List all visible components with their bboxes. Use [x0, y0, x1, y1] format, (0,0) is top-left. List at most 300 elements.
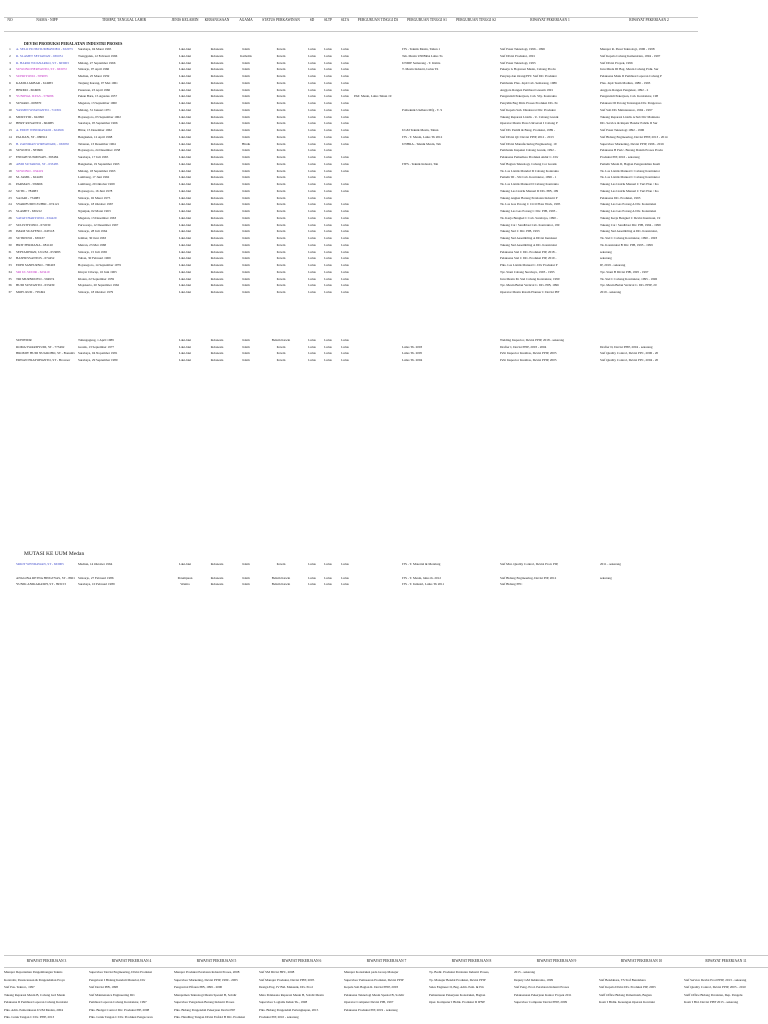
cell-nama: M. JAMIL - 624439	[16, 175, 43, 180]
cell-s2	[452, 53, 500, 59]
cell-s1	[402, 195, 452, 201]
cell-rp1: Tukang Stel C Div. PIB, 1993	[500, 229, 540, 234]
cell-s1	[402, 228, 452, 234]
cell-s2	[452, 73, 500, 79]
cell-slta: Lulus	[341, 87, 349, 92]
cell-agama: Islam	[242, 229, 250, 234]
cell-s2	[452, 181, 500, 187]
cell-sltp: Lulus	[324, 344, 332, 349]
cell-jk: Laki-laki	[178, 121, 192, 126]
cell-rp2: Tpr. Mesin Bubut Vertical C. Div. PPIP, 20	[600, 283, 657, 288]
cell-ttl: Ngunjuk, 02 Maret 1963	[78, 209, 111, 213]
cell-no: 29	[8, 236, 12, 240]
cell-s1	[402, 147, 452, 153]
cell-sd: Lulus	[308, 236, 316, 240]
cell-rp2: Tukang Las Gas Potong A Div. Konstruksi	[600, 209, 657, 213]
cell-s2	[452, 581, 500, 587]
cell-sd: Lulus	[308, 114, 316, 119]
cell-sd: Lulus	[308, 263, 316, 267]
table-row	[4, 154, 698, 160]
footer-row	[4, 999, 768, 1005]
cell-no	[4, 575, 16, 581]
cell-ttl: Surabaya, 29 September 1980	[78, 357, 118, 362]
cell-agama: Islam	[242, 215, 250, 220]
cell-s1	[402, 337, 452, 343]
cell-bangsa: Indonesia	[210, 351, 224, 355]
cell-rp1: Penyidik Bag Diris Proses Produksi Div. Pe	[500, 101, 558, 105]
cell-rp1: Staf Divisi Produksi, 1991	[500, 53, 535, 58]
cell-ttl: Tabanan, 13 Desember 1964	[78, 141, 116, 146]
cell-jk: Laki-laki	[178, 195, 192, 200]
cell-status: Kawin	[276, 357, 286, 362]
cell-agama: Islam	[242, 148, 250, 153]
cell-no: 32	[8, 256, 12, 261]
cell-bangsa: Indonesia	[210, 263, 224, 267]
cell-agama: Hindu	[241, 141, 251, 146]
cell-jk: Laki-laki	[178, 338, 192, 342]
table-row	[4, 114, 698, 120]
cell-sltp: Lulus	[324, 229, 332, 234]
cell-no: 1	[9, 47, 11, 51]
footer-cell: 2015 - sekarang	[514, 970, 536, 974]
cell-nama: SATATI HARYONO - 634429	[16, 215, 57, 220]
cell-rp2: Staf Sub Div Maintenance, 1994 - 1997	[600, 107, 653, 112]
cell-d3	[354, 561, 402, 567]
cell-d3	[354, 208, 402, 214]
cell-sd: Lulus	[308, 229, 316, 234]
footer-cell: Supervisor Computer Devisi PPIP, 2009	[514, 1000, 568, 1004]
cell-sd: Lulus	[308, 101, 316, 105]
cell-status: Kawin	[276, 236, 286, 240]
cell-d3	[354, 242, 402, 248]
footer-cell: Staf Bendahara, TS Staf Bendahara	[599, 977, 646, 982]
cell-no	[4, 357, 16, 363]
cell-ttl: Surabaya, 05 September 1966	[78, 121, 118, 126]
cell-sltp: Lulus	[324, 175, 332, 180]
cell-slta: Lulus	[341, 283, 349, 288]
cell-slta: Lulus	[341, 53, 349, 58]
cell-s2	[452, 350, 500, 356]
cell-status: Kawin	[276, 215, 286, 220]
cell-sd: Lulus	[308, 53, 316, 58]
cell-status: Kawin	[276, 283, 286, 288]
cell-jk: Laki-laki	[178, 182, 192, 186]
cell-bangsa: Indonesia	[210, 357, 224, 362]
cell-s1	[402, 262, 452, 268]
footer-cell: Plks. Bidang Pengendali Pekerjaan Devisi PIP	[174, 1007, 236, 1012]
cell-jk: Laki-laki	[178, 87, 192, 92]
cell-jk: Laki-laki	[178, 67, 192, 72]
cell-jk: Laki-laki	[178, 351, 192, 355]
cell-slta	[336, 195, 354, 201]
cell-s1	[402, 568, 452, 574]
cell-no: 37	[8, 290, 12, 294]
col-header-rp2: RIWAYAT PEKERJAAN 2	[629, 18, 669, 22]
cell-ttl: Magetan, 13 Desember 1963	[78, 215, 117, 220]
cell-nama: ROMA SWARDYUDI, ST - 773492	[16, 344, 65, 349]
cell-rp1: Pengendali Pekerjaan, Cab. Sby. Kontrakto	[500, 94, 558, 99]
footer-cell: Supervisor Logistik Induk Tk., 1998	[259, 1000, 308, 1004]
cell-sltp: Lulus	[324, 209, 332, 213]
cell-bangsa: Indonesia	[210, 202, 224, 207]
col-header-nama: NAMA - NIPP	[36, 18, 58, 22]
cell-bangsa: Indonesia	[210, 47, 224, 51]
cell-s1	[402, 249, 452, 255]
cell-status: Kawin	[276, 229, 286, 234]
cell-rp2: Produksi PIP, 2016 - sekarang	[600, 155, 640, 159]
cell-rp1: Tk. Las Gas Potong C Civil Plate Work, 1995	[500, 202, 561, 207]
cell-sd: Lulus	[308, 290, 316, 294]
cell-bangsa: Indonesia	[210, 121, 224, 126]
cell-sd: Lulus	[308, 283, 316, 288]
cell-agama: Islam	[242, 74, 250, 78]
cell-s2	[452, 174, 500, 180]
cell-agama: Islam	[242, 357, 250, 362]
cell-rp2: Anggota Rangen Pengukur, 1992 - 2	[600, 87, 649, 92]
cell-rp1	[500, 568, 600, 574]
cell-bangsa: Indonesia	[210, 141, 224, 146]
cell-nama: YASMIN WIJANANTO - 710301	[16, 107, 62, 112]
cell-jk: Laki-laki	[178, 269, 192, 274]
cell-status: Kawin	[276, 53, 286, 58]
cell-no: 20	[8, 175, 12, 180]
cell-status: Kawin	[276, 60, 286, 65]
cell-ttl: Bojonegoro, 24 Desember 1958	[78, 148, 121, 153]
cell-rp1: Pelaksana Pemeriksa Produksi Akhir C. Div	[500, 155, 559, 159]
cell-rp2: Plus. Jepit Team Madiun, 1986 - 1993	[600, 80, 651, 85]
cell-agama: Islam	[242, 562, 250, 566]
cell-no: 2	[9, 53, 11, 58]
cell-rp2: Tk. Stel C Cabang Kontraktor, 1990 - 1993	[600, 236, 658, 240]
cell-rp1: Tukang Reparasi Listrik - U. Cabang Gresik	[500, 114, 559, 119]
cell-nama: SULISTIYONO - 674530	[16, 222, 51, 227]
cell-no: 3	[9, 60, 11, 65]
cell-s1	[402, 174, 452, 180]
cell-ttl: Malang, 18 September 1963	[78, 168, 116, 173]
col-header-sd: SD	[309, 18, 315, 22]
footer-cell	[684, 1014, 768, 1020]
cell-status: Belum Kawin	[271, 338, 291, 342]
cell-d3	[354, 114, 402, 120]
cell-no: 6	[9, 80, 11, 85]
cell-bangsa: Indonesia	[210, 195, 224, 200]
cell-no: 23	[8, 195, 12, 200]
cell-slta: Lulus	[341, 74, 349, 78]
cell-sd: Lulus	[308, 269, 316, 274]
footer-cell: Manajer Departemen Pengembangan Teknis	[4, 970, 63, 974]
cell-slta: Lulus	[341, 582, 349, 587]
cell-bangsa: Indonesia	[210, 290, 224, 294]
cell-s2	[452, 255, 500, 261]
cell-nama: EDHI SANPURNO - 790403	[16, 263, 56, 267]
cell-sd: Lulus	[308, 582, 316, 587]
cell-s2	[452, 575, 500, 581]
table-row	[4, 60, 698, 66]
footer-cell: Plks. Budget Control Div. Produksi PIP, 2008	[89, 1007, 150, 1012]
cell-ttl: Blitar, 15 Desember 1962	[78, 128, 112, 132]
cell-rp2: 2019 - sekarang	[600, 290, 622, 294]
table-row	[4, 168, 698, 174]
table-row	[4, 581, 698, 587]
cell-status: Belum Kawin	[271, 575, 291, 580]
cell-status: Kawin	[276, 87, 286, 92]
cell-s2	[452, 195, 500, 201]
cell-rp2: Staf Divisi Proyek, 1996	[600, 60, 633, 65]
cell-no: 11	[8, 114, 12, 119]
cell-agama: Islam	[242, 161, 250, 166]
cell-s2	[452, 188, 500, 194]
table-row	[4, 195, 698, 201]
cell-no: 26	[8, 215, 12, 220]
cell-s2	[452, 235, 500, 241]
cell-rp1: Welding Inspector, Devisi PPIP, 2018 - sekarang	[500, 338, 565, 342]
cell-ttl: Sidoarjo, 02 Maret 1975	[78, 195, 111, 200]
table-row	[4, 120, 698, 126]
cell-sd: Lulus	[308, 344, 316, 349]
table-row	[4, 87, 698, 93]
cell-slta: Lulus	[341, 256, 349, 261]
table-row	[4, 73, 698, 79]
cell-d3	[354, 154, 402, 160]
cell-jk: Laki-laki	[178, 229, 192, 234]
cell-s2	[452, 107, 500, 113]
cell-s1	[402, 120, 452, 126]
cell-s1	[402, 289, 452, 295]
cell-ttl: Klaten, 22 September 1959	[78, 276, 115, 281]
cell-d3	[354, 141, 402, 147]
cell-sd: Lulus	[308, 67, 316, 72]
cell-slta: Lulus	[341, 249, 349, 254]
cell-agama: Islam	[242, 338, 250, 342]
cell-rp1: Tukang Las Listrik Manual D Div. PIB, 199	[500, 188, 559, 193]
table-row	[4, 134, 698, 140]
cell-s2	[452, 87, 500, 93]
cell-slta: Lulus	[341, 60, 349, 65]
cell-d3	[354, 344, 402, 350]
cell-sd: Lulus	[308, 87, 316, 92]
cell-no: 33	[8, 263, 12, 267]
cell-ttl: Sidoarjo, 28 Juli 1964	[78, 229, 108, 234]
footer-cell: Staf Pus. Teknol., 1997	[4, 985, 35, 989]
cell-rp2: Tukang Reparasi Listrik A Sub Div Maintena	[600, 114, 660, 119]
cell-sltp: Lulus	[324, 195, 332, 200]
cell-sd: Lulus	[308, 134, 316, 139]
footer-row	[4, 984, 768, 990]
cell-ttl: Tulungagung, 1 April 1989	[78, 338, 114, 342]
cell-slta: Lulus	[341, 155, 349, 159]
cell-d3	[354, 161, 402, 167]
cell-rp2: IP, 2019 - sekarang	[600, 263, 626, 267]
cell-no: 36	[8, 283, 12, 288]
cell-nama: SUWOTO - 583666	[16, 148, 43, 153]
cell-sd: Lulus	[308, 80, 316, 85]
footer-cell: Kepala Sub Bagian R. Devisi PPIP, 2003	[344, 985, 399, 989]
footer-row	[4, 992, 768, 998]
footer-cell: Sales Engineer II, Bag. Adm. Pem. & Pm	[429, 985, 484, 989]
cell-d3	[354, 289, 402, 295]
cell-agama: Katholik	[240, 53, 252, 58]
cell-rp2: Manajer R. Pusat Teknologi, 1996 - 1998	[600, 47, 655, 51]
cell-d3	[354, 87, 402, 93]
cell-status: Kawin	[276, 121, 286, 126]
cell-slta: Lulus	[341, 94, 349, 99]
footer-cell: Staf Service Devisi Prod PPIP, 2013 - sekarang	[684, 977, 747, 982]
col-header-slta: SLTA	[340, 18, 350, 22]
cell-s1	[402, 73, 452, 79]
cell-jk: Laki-laki	[178, 283, 192, 288]
cell-no	[4, 350, 16, 356]
cell-status: Kawin	[276, 290, 286, 294]
cell-agama: Islam	[242, 256, 250, 261]
cell-ttl: Surabaya, 10 Pebruari 1989	[78, 582, 115, 587]
cell-s2	[452, 154, 500, 160]
cell-rp1: Staf Bidang Engineering, Devisi PIP, 2012	[500, 575, 557, 580]
cell-rp2: Tukang Las Listrik Manual C Turi Plan / Ko	[600, 182, 659, 186]
cell-rp2: sekarang	[600, 249, 612, 254]
cell-slta	[336, 147, 354, 153]
cell-status: Kawin	[276, 188, 286, 193]
cell-jk: Perempuan	[177, 575, 193, 580]
cell-bangsa: Indonesia	[210, 101, 224, 105]
footer-cell: Staf Devisi PIB, 1998	[89, 985, 118, 989]
table-row	[4, 575, 698, 581]
col-header-agama: AGAMA	[239, 18, 253, 22]
cell-nama: KAMILI AKBAR - 614983	[16, 80, 53, 85]
cell-ttl	[78, 568, 170, 574]
cell-status: Kawin	[276, 101, 286, 105]
col-header-ttl: TEMPAT, TANGGAL LAHIR	[102, 18, 146, 22]
cell-sd: Lulus	[308, 338, 316, 342]
cell-ttl: Bangkalan, 19 September 1963	[78, 161, 120, 166]
table-row	[4, 350, 698, 356]
cell-rp1: Pemelir III - Sbt Cab. Kontraktor, 1996 - 1	[500, 175, 557, 180]
cell-bangsa: Indonesia	[210, 114, 224, 119]
cell-slta: Lulus	[341, 114, 349, 119]
cell-d3	[354, 100, 402, 106]
cell-s1: ITS - T. Mesin, lulus th. 2012	[402, 575, 441, 580]
cell-rp2: 2011 - sekarang	[600, 562, 621, 566]
cell-no: 35	[8, 276, 12, 281]
footer-cell: Supervisor Marketing, Devisi PPIP, 1999 - 2005	[174, 977, 238, 982]
cell-rp1: Staf Kepala Sub. Direktorat Div. Produksi	[500, 107, 556, 112]
cell-sd: Lulus	[308, 195, 316, 200]
cell-nama: A. EDDY WINDRAYADI - 624566	[16, 128, 64, 132]
cell-agama: Islam	[242, 67, 250, 72]
cell-no: 25	[8, 209, 12, 213]
cell-s2	[452, 93, 500, 99]
cell-nama: SUTIL - 784983	[16, 188, 38, 193]
cell-rp1: Tk. Las Listrik Mandul D Cabang Kontrakto	[500, 168, 560, 173]
table-row	[4, 289, 698, 295]
cell-sd: Lulus	[308, 249, 316, 254]
col-header-s2: PERGURUAN TINGGI S2	[456, 18, 496, 22]
cell-jk: Laki-laki	[178, 114, 192, 119]
cell-jk: Laki-laki	[178, 175, 192, 180]
footer-cell: Pelaksana Produksi PIP, 2019 - sekarang	[344, 1007, 398, 1012]
cell-sd: Lulus	[308, 161, 316, 166]
cell-d3	[354, 255, 402, 261]
cell-bangsa: Indonesia	[210, 249, 224, 254]
cell-nama: SUHIYIDR	[16, 338, 32, 342]
cell-nama: MOH. RUD - 795494	[16, 290, 45, 294]
cell-agama: Islam	[242, 283, 250, 288]
cell-slta: Lulus	[341, 236, 349, 240]
cell-ttl: Pasuruan, 23 April 1966	[78, 87, 111, 92]
cell-sltp: Lulus	[324, 128, 332, 132]
cell-status: Kawin	[276, 94, 286, 99]
footer-cell: Kasir I Bidik. Keuangan Operasi Kontrakt	[599, 1000, 655, 1004]
cell-slta: Lulus	[341, 161, 349, 166]
cell-nama: HERMO - 664906	[16, 87, 41, 92]
cell-nama: SRI UL SUDIR - 623419	[16, 269, 50, 274]
cell-jk: Laki-laki	[178, 134, 192, 139]
cell-rp2	[600, 581, 698, 587]
cell-status: Kawin	[276, 209, 286, 213]
cell-d3	[354, 350, 402, 356]
cell-rp2	[600, 337, 698, 343]
footer-cell	[599, 969, 684, 975]
cell-status: Kawin	[276, 141, 286, 146]
cell-rp2: Pelaksan III Potong Tentangan Div. Pengeroso	[600, 101, 662, 105]
cell-ttl: Kinyar Cilacap, 16 Juni 1965	[78, 269, 117, 274]
cell-d3	[354, 575, 402, 581]
table-row	[4, 255, 698, 261]
cell-status: Kawin	[276, 256, 286, 261]
footer-col-rp11: RIWAYAT PEKERJAAN 11	[705, 959, 747, 963]
cell-rp1: Juru Mesin M. Stel Cabang Kontraktor, 1990	[500, 276, 560, 281]
cell-rp2	[600, 568, 698, 574]
cell-s2	[452, 201, 500, 207]
cell-jk: Laki-laki	[178, 107, 192, 112]
cell-d3	[354, 174, 402, 180]
cell-s1: Lulus Th. 2005	[402, 351, 423, 355]
cell-status: Kawin	[276, 107, 286, 112]
cell-slta: Lulus	[341, 222, 349, 227]
cell-sd: Lulus	[308, 107, 316, 112]
cell-bangsa: Indonesia	[210, 188, 224, 193]
footer-cell: Kasir I Bid. Devisi PPIP 2015 - sekarang	[684, 1000, 739, 1004]
cell-rp2: Tukang Las Listrik Manual C Turi Plan / Ko	[600, 188, 659, 193]
cell-s2	[452, 80, 500, 86]
cell-agama: Islam	[242, 351, 250, 355]
cell-sd: Lulus	[308, 575, 316, 580]
footer-cell: Pembuat Laporan Cabang Kontraktor, 1997	[89, 1000, 147, 1004]
cell-nama: BROMIY HUDI NUGROHO, ST - Bonumv	[16, 351, 75, 355]
cell-bangsa: Indonesia	[210, 575, 224, 580]
cell-d3	[354, 215, 402, 221]
footer-cell: Pelaksana II Pembuat Laporan Cabang Kontrakt	[4, 1000, 68, 1004]
cell-rp2: Staf Quality Control, Devisi PPC, 2006 - 20	[600, 351, 659, 355]
cell-s2	[452, 242, 500, 248]
cell-s2	[452, 357, 500, 363]
table-row	[4, 262, 698, 268]
cell-sd: Lulus	[308, 148, 316, 153]
cell-s1	[402, 235, 452, 241]
cell-rp1: Pelaksana Stel C Div. Produksi PIP, 2019 -	[500, 256, 557, 261]
table-row	[4, 249, 698, 255]
cell-s1: UNHRA - Teknik Mesin, Tah	[402, 141, 441, 146]
cell-s1	[402, 168, 452, 174]
cell-sltp: Lulus	[324, 249, 332, 254]
cell-agama	[234, 568, 258, 574]
cell-jk: Laki-laki	[178, 148, 192, 153]
cell-rp1: Staf Divisi QC Devisi PPIP, 2012 - 2013	[500, 134, 554, 139]
cell-s1	[402, 201, 452, 207]
cell-s1: ITS - T. Mesin, Lulus Th 2012	[402, 134, 443, 139]
cell-d3	[354, 581, 402, 587]
footer-col-rp7: RIWAYAT PEKERJAAN 7	[366, 959, 407, 963]
cell-s1: Teh. Mesin UNIBRA Lulus Ta	[402, 53, 443, 58]
